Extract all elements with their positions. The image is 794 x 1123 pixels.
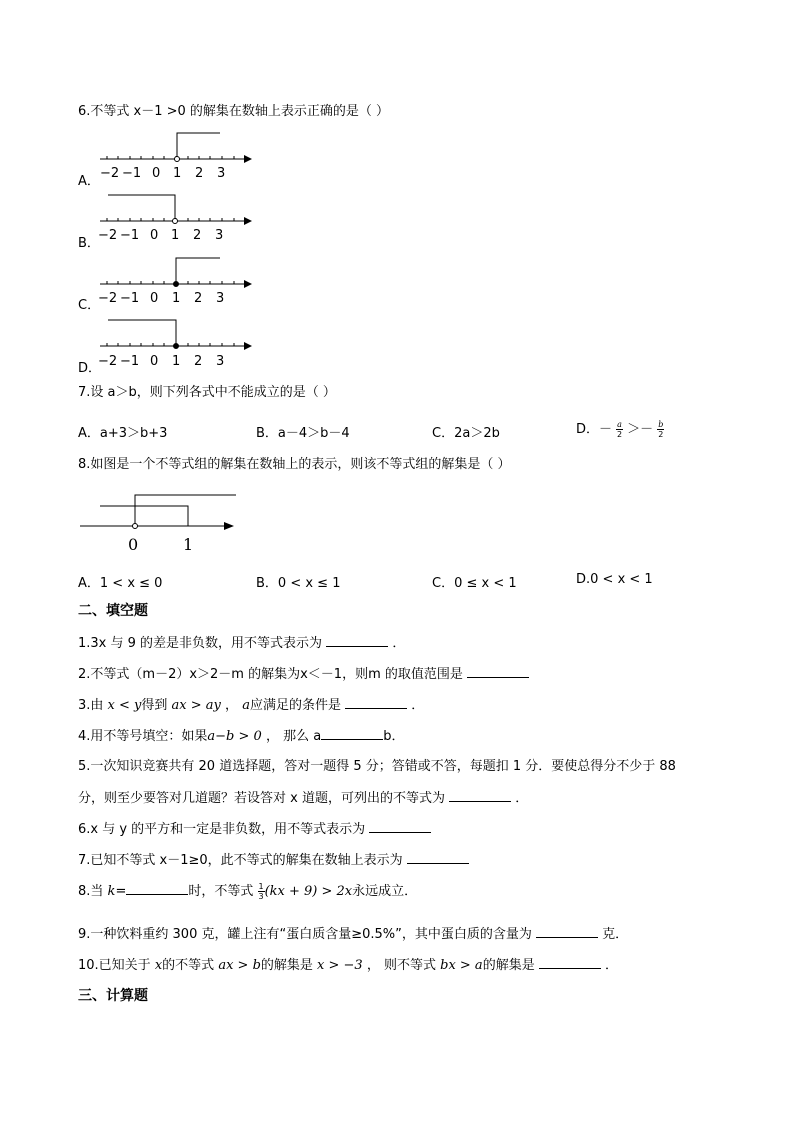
svg-text:−2: −2 — [98, 228, 118, 243]
fill-q4: 4.用不等号填空：如果a−b > 0 ， 那么 a b． — [78, 729, 405, 744]
svg-text:2: 2 — [194, 291, 203, 306]
fill-q1: 1.3x 与 9 的差是非负数，用不等式表示为 ． — [78, 636, 406, 651]
fill-q7: 7.已知不等式 x－1≥0，此不等式的解集在数轴上表示为 — [78, 851, 469, 870]
svg-text:−2: −2 — [98, 291, 118, 306]
section-heading-fill: 二、填空题 — [78, 603, 148, 619]
q7-stem: 7.设 a＞b，则下列各式中不能成立的是（ ） — [78, 385, 336, 400]
tick-label-1: 1 — [183, 535, 194, 554]
fill-q8: 8.当 k= 时，不等式 $\frac{1}{3}$ (kx + 9) > 2x永远成立． — [78, 882, 418, 901]
fill-q10: 10.已知关于 x的不等式 ax > b的解集是 x > −3 ， 则不等式 bx > a的解集是 ． — [78, 958, 618, 973]
q8-stem: 8.如图是一个不等式组的解集在数轴上的表示，则该不等式组的解集是（ ） — [78, 457, 511, 472]
svg-text:0: 0 — [150, 354, 159, 369]
tick-label: 0 — [152, 166, 161, 181]
q7-option-a: A．a+3＞b+3 — [78, 426, 168, 441]
tick-label: 2 — [195, 166, 204, 181]
q6-option-b-letter: B． — [78, 236, 100, 251]
svg-text:3: 3 — [216, 291, 225, 306]
q7-option-d: D．－ $\frac{a}{2}$ ＞－ $\frac{b}{2}$ — [576, 420, 664, 439]
q8-option-b: B．0 < x ≤ 1 — [256, 576, 341, 591]
tick-label: 1 — [173, 166, 182, 181]
section-heading-calc: 三、计算题 — [78, 988, 148, 1004]
svg-text:−2: −2 — [98, 354, 118, 369]
q6-stem: 6.不等式 x－1 >0 的解集在数轴上表示正确的是（ ） — [78, 104, 390, 119]
fill-q5-line1: 5.一次知识竞赛共有 20 道选择题，答对一题得 5 分；答错或不答，每题扣 1 分．要使总得分不少于 88 — [78, 759, 676, 774]
svg-text:1: 1 — [172, 291, 181, 306]
svg-text:3: 3 — [216, 354, 225, 369]
svg-text:1: 1 — [172, 354, 181, 369]
svg-text:−1: −1 — [120, 354, 140, 369]
svg-text:0: 0 — [150, 228, 159, 243]
svg-text:0: 0 — [150, 291, 159, 306]
q6-option-c-numberline — [96, 250, 256, 314]
svg-text:−1: −1 — [120, 291, 140, 306]
svg-text:2: 2 — [193, 228, 202, 243]
q7-option-b: B．a－4＞b－4 — [256, 426, 350, 441]
tick-label: 3 — [217, 166, 226, 181]
tick-label: −2 — [100, 166, 120, 181]
fill-q3: 3.由 x < y得到 ax > ay ， a应满足的条件是 ． — [78, 698, 425, 713]
q6-option-d-letter: D． — [78, 361, 102, 376]
q8-option-a: A．1 < x ≤ 0 — [78, 576, 163, 591]
tick-label-0: 0 — [128, 535, 139, 554]
tick-label: −1 — [122, 166, 142, 181]
svg-text:−1: −1 — [120, 228, 140, 243]
q6-option-a-numberline — [96, 125, 256, 189]
fill-q9: 9.一种饮料重约 300 克，罐上注有“蛋白质含量≥0.5%”，其中蛋白质的含量为 克． — [78, 927, 629, 942]
svg-text:1: 1 — [171, 228, 180, 243]
q8-option-d: D.0 < x < 1 — [576, 572, 653, 587]
fill-q5-line2: 分，则至少要答对几道题？若设答对 x 道题，可列出的不等式为 ． — [78, 791, 529, 806]
svg-text:3: 3 — [215, 228, 224, 243]
svg-text:2: 2 — [194, 354, 203, 369]
q7-option-c: C．2a＞2b — [432, 426, 500, 441]
fill-q6: 6.x 与 y 的平方和一定是非负数，用不等式表示为 — [78, 820, 431, 839]
fill-q2: 2.不等式（m－2）x＞2－m 的解集为x＜－1，则m 的取值范围是 — [78, 665, 529, 684]
q8-numberline — [78, 488, 248, 562]
q6-option-d-numberline — [96, 312, 256, 376]
q6-option-a-letter: A． — [78, 174, 100, 189]
q6-option-b-numberline — [96, 187, 256, 251]
q6-option-c-letter: C． — [78, 298, 101, 313]
q8-option-c: C．0 ≤ x < 1 — [432, 576, 517, 591]
